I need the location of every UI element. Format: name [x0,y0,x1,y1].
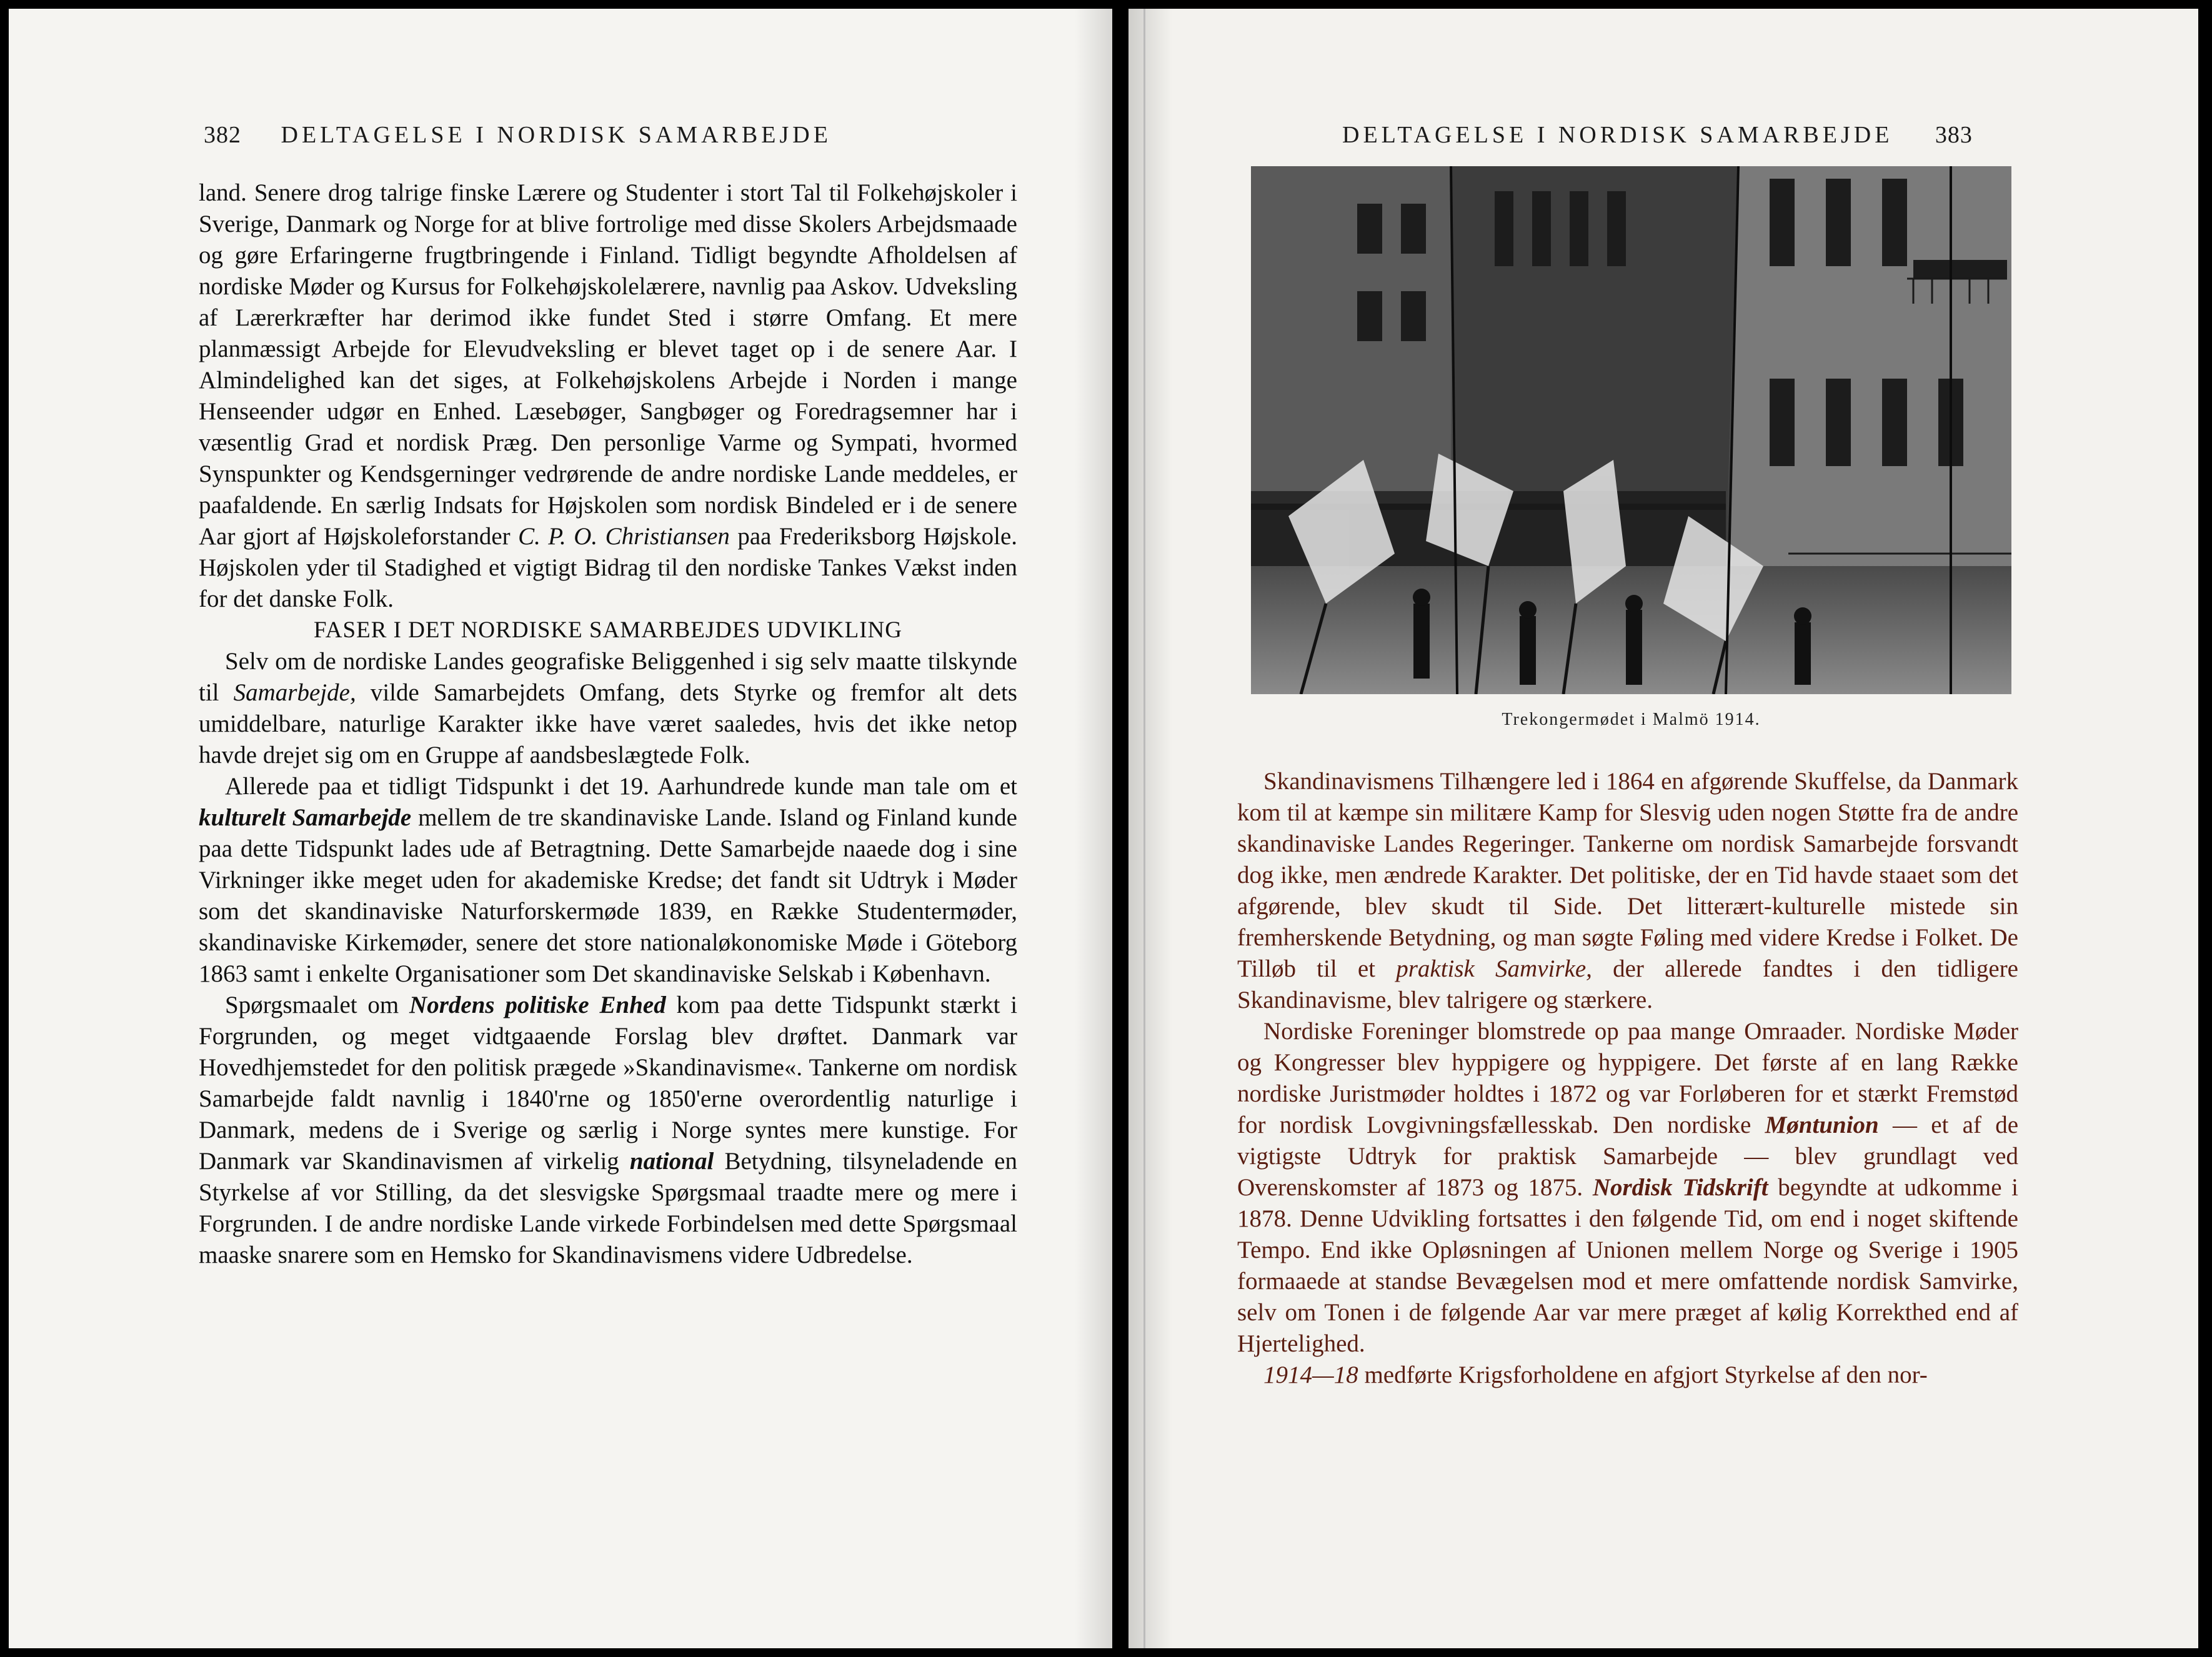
text-run-italic: C. P. O. Christiansen [518,523,730,550]
section-heading: FASER I DET NORDISKE SAMARBEJDES UDVIKLING [313,617,903,643]
text-run-italic: 1914—18 [1263,1361,1358,1388]
page-edge-line [1143,9,1145,1648]
text-run-italic: national [629,1148,714,1175]
left-paragraph [199,177,1017,615]
text-run: paa Frederiksborg Højskole. Højskolen yder til Stadighed et vigtigt Bidrag til den nordiske Tankes Vækst inden for det danske Folk. [199,523,1018,612]
right-paragraph [1237,766,2018,1016]
text-run-italic: Nordens politiske Enhed [409,992,666,1018]
left-page-number: 382 [204,122,241,148]
text-run: Nordiske Foreninger blomstrede op paa mange Omraader. Nordiske Møder og Kongresser blev hyppigere og hyppigere. Det første af en lang Række nordiske Juristmøder holdtes i 1872 og var Forløberen for et stærkt Fremstød for nordisk Lovgivningsfællesskab. Den nordiske [1237,1018,2018,1138]
historical-photograph [1251,166,2011,694]
text-run-italic: kulturelt Samarbejde [199,804,412,831]
left-page [9,9,1112,1648]
street-scene-illustration [1251,166,2011,694]
text-run: vilde Samarbejdets Omfang, dets Styrke og fremfor alt dets umiddelbare, naturlige Karakter ikke have været saaledes, hvis det ikke netop havde drejet sig om en Gruppe af aandsbeslægtede Folk. [199,679,1017,769]
gutter-shadow [1128,9,1172,1648]
text-run: begyndte at udkomme i 1878. Denne Udvikling fortsattes i den følgende Tid, om end i noget skiftende Tempo. End ikke Opløsningen af Unionen mellem Norge og Sverige i 1905 formaaede at standse Bevægelsen mod et mere omfattende nordisk Samvirke, selv om Tonen i de følgende Aar var mere præget af kølig Korrekthed end af Hjertelighed. [1237,1174,2019,1357]
right-running-title: DELTAGELSE I NORDISK SAMARBEJDE [1342,122,1893,148]
right-running-head [1342,121,1973,149]
text-run: Betydning, tilsyneladende en Styrkelse af vor Stilling, da det slesvigske Spørgsmaal traadte mere og mere i Forgrunden. I de andre nordiske Lande virkede Forbindelsen med dette Spørgsmaal maaske snarere som en Hemsko for Skandinavismens videre Udbredelse. [199,1148,1017,1268]
left-paragraph [199,771,1017,990]
left-running-head [204,121,832,149]
text-run: Spørgsmaalet om [225,992,399,1018]
photo-caption: Trekongermødet i Malmö 1914. [1502,710,1761,729]
text-run: mellem de tre skandinaviske Lande. Island og Finland kunde paa dette Tidspunkt lades ude af Betragtning. Dette Samarbejde naaede dog i sine Virkninger ikke meget uden for akademiske Kredse; det fandt sit Udtryk i Møder som det skandinaviske Naturforskermøde 1839, en Række Studentermøder, skandinaviske Kirkemøder, senere det store nationaløkonomiske Møde i Göteborg 1863 samt i enkelte Organisationer som Det skandinaviske Selskab i København. [199,804,1017,987]
text-run: land. Senere drog talrige finske Lærere og Studenter i stort Tal til Folkehøjskoler i Sverige, Danmark og Norge for at blive fortrolige med disse Skolers Arbejdsmaade og gøre Erfaringerne frugtbringende i Finland. Tidligt begyndte Afholdelsen af nordiske Møder og Kursus for Folkehøjskolelærere, navnlig paa Askov. Udveksling af Lærerkræfter har derimod ikke fundet Sted i større Omfang. Et mere planmæssigt Arbejde for Elevudveksling er blevet taget op i de senere Aar. I Almindelighed kan det siges, at Folkehøjskolens Arbejde i Norden i mange Henseender udgør en Enhed. Læsebøger, Sangbøger og Foredragsemner har i væsentlig Grad et nordisk Præg. Den personlige Varme og Sympati, hvormed Synspunkter og Kendsgerninger vedrørende de andre nordiske Lande meddeles, er paafaldende. En særlig Indsats for Højskolen som nordisk Bindeled er i de senere Aar gjort af Højskoleforstander [199,179,1017,550]
text-run: Allerede paa et tidligt Tidspunkt i det 19. Aarhundrede kunde man tale om et [225,773,1017,800]
left-running-title: DELTAGELSE I NORDISK SAMARBEJDE [281,122,832,148]
text-run: Selv om de nordiske Landes geografiske Beliggenhed i sig selv maatte tilskynde til [199,648,1017,706]
right-paragraph [1237,1360,2018,1391]
left-body-text [199,177,1017,1271]
right-paragraph [1237,1016,2018,1360]
text-run-italic: Samarbejde, [233,679,356,706]
left-paragraph [199,646,1017,771]
text-run: — et af de vigtigste Udtryk for praktisk Samarbejde — blev grundlagt ved Overenskomster af 1873 og 1875. [1237,1112,2019,1201]
text-run: Skandinavismens Tilhængere led i 1864 en afgørende Skuffelse, da Danmark kom til at kæmpe sin militære Kamp for Slesvig uden nogen Støtte fra de andre skandinaviske Landes Regeringer. Tankerne om nordisk Samarbejde forsvandt dog ikke, men ændrede Karakter. Det politiske, der en Tid havde staaet som det afgørende, blev skudt til Side. Det litterært-kulturelle mistede sin fremherskende Betydning, og man søgte Føling med videre Kredse i Folket. De Tilløb til et [1237,768,2018,982]
text-run: medførte Krigsforholdene en afgjort Styrkelse af den nor- [1364,1361,1928,1388]
text-run: kom paa dette Tidspunkt stærkt i Forgrunden, og meget vidtgaaende Forslag blev drøftet. Danmark var Hovedhjemstedet for den politisk prægede »Skandinavisme«. Tankerne om nordisk Samarbejde faldt navnlig i 1840'rne og 1850'erne overordentlig naturlige i Danmark, medens de i Sverige og særlig i Norge syntes mere kunstige. For Danmark var Skandinavismen af virkelig [199,992,1018,1175]
right-body-text [1237,766,2018,1391]
left-paragraph [199,990,1017,1271]
text-run: der allerede fandtes i den tidligere Skandinavisme, blev talrigere og stærkere. [1237,955,2018,1013]
text-run-italic: Nordisk Tidskrift [1592,1174,1768,1201]
text-run-italic: praktisk Samvirke, [1396,955,1592,982]
right-page-number: 383 [1935,122,1973,148]
text-run-italic: Møntunion [1765,1112,1879,1138]
gutter-shadow [1075,9,1112,1648]
